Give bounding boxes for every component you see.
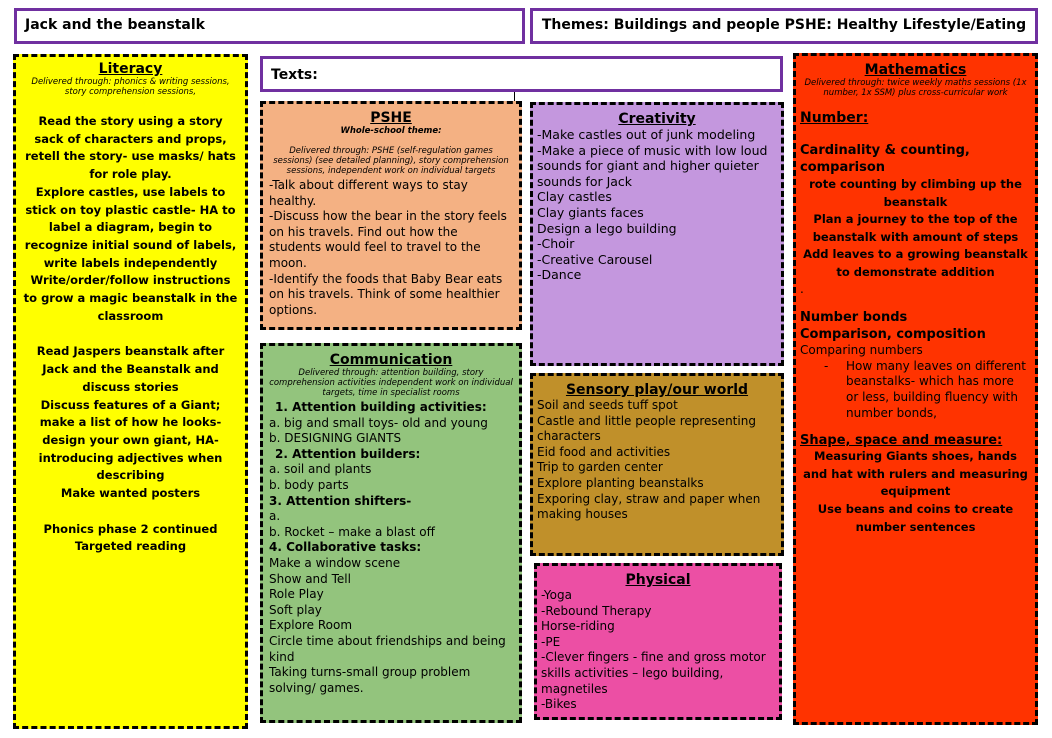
literacy-panel bbox=[13, 54, 248, 729]
sensory-item: Trip to garden center bbox=[537, 460, 663, 475]
literacy-delivered: Delivered through: phonics & writing sessions, story comprehension sessions, bbox=[31, 77, 230, 97]
literacy-item: Write/order/follow instructions to grow a magic beanstalk in the classroom bbox=[23, 273, 238, 323]
pshe-subtitle: Whole-school theme: bbox=[340, 126, 442, 136]
maths-number-heading: Number: bbox=[800, 110, 869, 126]
communication-item: 1. Attention building activities: bbox=[275, 400, 487, 414]
communication-item: b. Rocket – make a blast off bbox=[269, 524, 435, 539]
physical-item: Horse-riding bbox=[541, 619, 615, 634]
creativity-item: Clay castles bbox=[537, 189, 612, 205]
maths-bonds-heading: Number bonds bbox=[800, 310, 908, 326]
sensory-item: Castle and little people representing characters bbox=[537, 413, 756, 444]
literacy-item: Explore castles, use labels to stick on toy plastic castle- HA to label a diagram, begin to recognize initial sound of labels, write labels independently bbox=[24, 184, 237, 270]
communication-item: Explore Room bbox=[269, 618, 353, 633]
sensory-item: Explore planting beanstalks bbox=[537, 475, 704, 490]
literacy-item: Targeted reading bbox=[74, 539, 187, 554]
pshe-title: PSHE bbox=[370, 110, 412, 126]
communication-item: 4. Collaborative tasks: bbox=[269, 540, 422, 555]
communication-title: Communication bbox=[329, 352, 453, 368]
maths-delivered: Delivered through: twice weekly maths sessions (1x number, 1x SSM) plus cross-curricular work bbox=[804, 78, 1027, 98]
physical-item: -Yoga bbox=[541, 588, 572, 602]
maths-comparison-heading: Comparison, composition bbox=[800, 327, 986, 343]
creativity-panel bbox=[530, 102, 784, 366]
pshe-item: -Talk about different ways to stay healthy. bbox=[269, 178, 468, 208]
pshe-delivered: Delivered through: PSHE (self-regulation games sessions) (see detailed planning), story comprehension sessions, independent work on individual targets bbox=[273, 146, 509, 176]
literacy-item: Discuss features of a Giant; make a list of how he looks- design your own giant, HA- introducing adjectives when describing bbox=[38, 397, 223, 483]
sensory-title: Sensory play/our world bbox=[565, 382, 749, 398]
communication-item: 3. Attention shifters- bbox=[269, 493, 412, 508]
communication-item: Make a window scene bbox=[269, 555, 401, 570]
topic-title-box bbox=[14, 8, 525, 44]
pshe-panel bbox=[260, 101, 522, 330]
creativity-title: Creativity bbox=[618, 111, 696, 127]
communication-panel bbox=[260, 343, 522, 723]
creativity-item: -Make castles out of junk modeling bbox=[537, 127, 756, 142]
creativity-item: -Dance bbox=[537, 267, 582, 283]
bullet-dash-icon: - bbox=[824, 358, 829, 373]
creativity-item: Design a lego building bbox=[537, 220, 677, 236]
sensory-item: Eid food and activities bbox=[537, 444, 671, 459]
communication-item: Circle time about friendships and being kind bbox=[269, 633, 506, 664]
texts-label: Texts: bbox=[271, 67, 318, 83]
physical-item: -Rebound Therapy bbox=[541, 603, 652, 618]
themes-box bbox=[530, 8, 1038, 44]
creativity-item: Clay giants faces bbox=[537, 204, 644, 220]
sensory-item: Exporing clay, straw and paper when making houses bbox=[537, 491, 761, 522]
creativity-item: -Creative Carousel bbox=[537, 251, 653, 267]
communication-item: a. soil and plants bbox=[269, 462, 372, 477]
pshe-item: -Identify the foods that Baby Bear eats on his travels. Think of some healthier options. bbox=[269, 271, 503, 317]
creativity-item: -Choir bbox=[537, 236, 575, 252]
maths-comparing-item: How many leaves on different beanstalks- which has more or less, building fluency with number bonds, bbox=[846, 358, 1026, 420]
physical-item: -Bikes bbox=[541, 697, 577, 712]
maths-shape-item: Use beans and coins to create number sentences bbox=[817, 501, 1014, 534]
communication-delivered: Delivered through: attention building, story comprehension activities independent work on individual targets, time in specialist rooms bbox=[269, 368, 513, 398]
sensory-panel bbox=[530, 373, 784, 556]
literacy-item: Read Jaspers beanstalk after Jack and the Beanstalk and discuss stories bbox=[36, 344, 225, 394]
communication-item: Taking turns-small group problem solving/ games. bbox=[269, 665, 471, 695]
physical-title: Physical bbox=[625, 572, 691, 588]
physical-panel bbox=[534, 563, 782, 720]
communication-item: a. big and small toys- old and young bbox=[269, 415, 488, 430]
maths-cardinality-item: rote counting by climbing up the beanstalk bbox=[809, 177, 1022, 209]
maths-cardinality-item: Add leaves to a growing beanstalk to demonstrate addition bbox=[803, 247, 1028, 279]
maths-shape-heading: Shape, space and measure: bbox=[800, 433, 1003, 449]
maths-cardinality-item: Plan a journey to the top of the beanstalk with amount of steps bbox=[812, 212, 1019, 244]
communication-item: 2. Attention builders: bbox=[275, 446, 421, 461]
literacy-item: Phonics phase 2 continued bbox=[43, 521, 218, 536]
physical-item: -Clever fingers - fine and gross motor skills activities – lego building, magnetiles bbox=[541, 650, 766, 696]
pshe-item: -Discuss how the bear in the story feels on his travels. Find out how the students would feel to travel to the moon. bbox=[269, 209, 507, 270]
communication-item: Role Play bbox=[269, 587, 324, 602]
themes-title: Themes: Buildings and people PSHE: Healthy Lifestyle/Eating bbox=[541, 17, 1027, 33]
communication-item: Soft play bbox=[269, 602, 322, 617]
communication-item: a. bbox=[269, 509, 281, 524]
communication-item: b. DESIGNING GIANTS bbox=[269, 431, 402, 446]
literacy-item: Read the story using a story sack of characters and props, retell the story- use masks/ hats for role play. bbox=[25, 114, 236, 182]
literacy-item: Make wanted posters bbox=[60, 486, 201, 501]
communication-item: Show and Tell bbox=[269, 571, 351, 586]
topic-title: Jack and the beanstalk bbox=[25, 17, 205, 33]
maths-title: Mathematics bbox=[864, 62, 967, 78]
sensory-item: Soil and seeds tuff spot bbox=[537, 398, 678, 412]
physical-item: -PE bbox=[541, 634, 561, 649]
maths-cardinality-heading: Cardinality & counting, comparison bbox=[800, 143, 970, 175]
texts-box bbox=[260, 56, 783, 92]
maths-panel bbox=[793, 53, 1038, 725]
maths-shape-item: Measuring Giants shoes, hands and hat with rulers and measuring equipment bbox=[803, 449, 1028, 499]
maths-comparing: Comparing numbers bbox=[800, 343, 923, 358]
creativity-item: -Make a piece of music with low loud sounds for giant and higher quieter sounds for Jack bbox=[537, 142, 768, 189]
maths-dot: . bbox=[800, 281, 804, 296]
literacy-title: Literacy bbox=[98, 61, 163, 77]
communication-item: b. body parts bbox=[269, 477, 349, 492]
